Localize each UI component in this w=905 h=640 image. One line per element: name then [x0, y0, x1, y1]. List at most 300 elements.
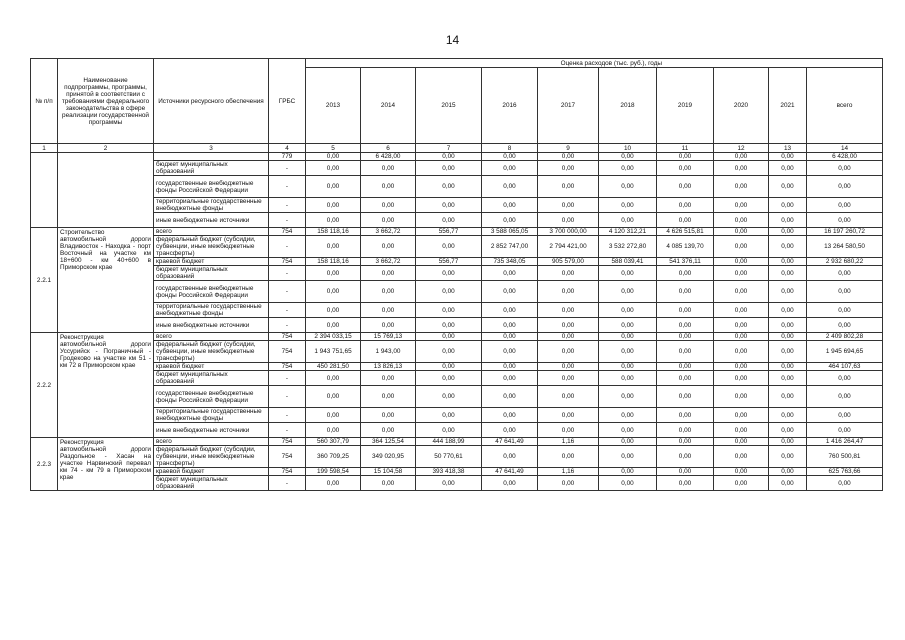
row-number: 2.2.2 [31, 333, 58, 438]
grbs-code: - [269, 161, 306, 176]
value-cell: 450 281,50 [306, 363, 361, 371]
header-year: 2021 [769, 68, 807, 144]
value-cell: 158 118,16 [306, 228, 361, 236]
value-cell: 0,00 [361, 476, 416, 491]
value-cell: 0,00 [416, 333, 482, 341]
value-cell: 0,00 [416, 341, 482, 363]
value-cell: 0,00 [538, 386, 599, 408]
value-cell: 0,00 [416, 476, 482, 491]
table-row [31, 153, 883, 161]
value-cell: 0,00 [361, 213, 416, 228]
table-row [31, 341, 883, 363]
funding-source: краевой бюджет [154, 363, 269, 371]
value-cell: 1 416 264,47 [807, 438, 883, 446]
program-name [58, 153, 154, 228]
value-cell: 13 826,13 [361, 363, 416, 371]
table-row [31, 198, 883, 213]
value-cell: 0,00 [416, 213, 482, 228]
table-row [31, 318, 883, 333]
value-cell: 0,00 [306, 176, 361, 198]
value-cell: 0,00 [657, 318, 714, 333]
value-cell: 0,00 [714, 153, 769, 161]
value-cell: 0,00 [482, 423, 538, 438]
row-number [31, 153, 58, 228]
value-cell: 0,00 [657, 438, 714, 446]
table-row [31, 258, 883, 266]
grbs-code: 754 [269, 446, 306, 468]
column-number: 8 [482, 144, 538, 153]
value-cell: 0,00 [714, 408, 769, 423]
value-cell: 0,00 [538, 153, 599, 161]
value-cell: 0,00 [657, 303, 714, 318]
header-year: 2016 [482, 68, 538, 144]
value-cell: 0,00 [714, 318, 769, 333]
value-cell: 0,00 [599, 446, 657, 468]
value-cell: 0,00 [599, 213, 657, 228]
value-cell: 0,00 [769, 423, 807, 438]
value-cell: 0,00 [769, 468, 807, 476]
funding-source: краевой бюджет [154, 468, 269, 476]
value-cell: 0,00 [769, 303, 807, 318]
value-cell: 0,00 [714, 198, 769, 213]
value-cell: 0,00 [416, 303, 482, 318]
value-cell: 0,00 [599, 341, 657, 363]
value-cell: 0,00 [361, 236, 416, 258]
value-cell: 0,00 [538, 303, 599, 318]
value-cell: 0,00 [538, 408, 599, 423]
value-cell: 0,00 [482, 281, 538, 303]
header-source: Источники ресурсного обеспечения [154, 59, 269, 144]
funding-source: федеральный бюджет (субсидии, субвенции, иные межбюджетные трансферты) [154, 236, 269, 258]
table-row [31, 386, 883, 408]
value-cell: 0,00 [416, 236, 482, 258]
value-cell: 0,00 [306, 371, 361, 386]
value-cell: 2 394 033,15 [306, 333, 361, 341]
grbs-code: 754 [269, 341, 306, 363]
value-cell: 0,00 [769, 341, 807, 363]
program-name: Реконструкция автомобильной дороги Уссурийск - Пограничный - Гродеково на участке км 51 - км 72 в Приморском крае [58, 333, 154, 438]
grbs-code: - [269, 371, 306, 386]
value-cell: 625 763,66 [807, 468, 883, 476]
value-cell: 0,00 [361, 281, 416, 303]
row-number: 2.2.1 [31, 228, 58, 333]
value-cell: 0,00 [657, 341, 714, 363]
value-cell: 0,00 [657, 161, 714, 176]
value-cell: 0,00 [416, 371, 482, 386]
value-cell: 0,00 [306, 386, 361, 408]
funding-source: всего [154, 438, 269, 446]
value-cell: 0,00 [482, 153, 538, 161]
value-cell: 0,00 [769, 153, 807, 161]
value-cell: 1 943 751,65 [306, 341, 361, 363]
value-cell: 0,00 [361, 371, 416, 386]
value-cell: 0,00 [306, 303, 361, 318]
value-cell: 0,00 [538, 371, 599, 386]
value-cell: 0,00 [714, 258, 769, 266]
funding-source: территориальные государственные внебюджетные фонды [154, 408, 269, 423]
value-cell: 0,00 [538, 318, 599, 333]
value-cell: 556,77 [416, 258, 482, 266]
value-cell: 0,00 [769, 438, 807, 446]
grbs-code: - [269, 303, 306, 318]
header-name: Наименование подпрограммы, программы, принятой в соответствии с требованиями федерального законодательства в сфере реализации государственной программы [58, 59, 154, 144]
grbs-code: 754 [269, 228, 306, 236]
value-cell: 0,00 [769, 258, 807, 266]
value-cell: 4 085 139,70 [657, 236, 714, 258]
value-cell: 0,00 [657, 333, 714, 341]
value-cell: 0,00 [714, 176, 769, 198]
value-cell: 0,00 [769, 363, 807, 371]
table-row [31, 408, 883, 423]
value-cell: 1 943,00 [361, 341, 416, 363]
header-year: 2013 [306, 68, 361, 144]
value-cell: 0,00 [599, 198, 657, 213]
value-cell: 905 579,00 [538, 258, 599, 266]
value-cell: 0,00 [538, 266, 599, 281]
value-cell: 0,00 [769, 228, 807, 236]
value-cell: 0,00 [416, 318, 482, 333]
value-cell: 3 700 000,00 [538, 228, 599, 236]
value-cell: 3 588 065,05 [482, 228, 538, 236]
column-number: 13 [769, 144, 807, 153]
table-row [31, 423, 883, 438]
value-cell: 0,00 [538, 363, 599, 371]
value-cell: 560 307,79 [306, 438, 361, 446]
column-number: 3 [154, 144, 269, 153]
column-number: 1 [31, 144, 58, 153]
value-cell: 0,00 [482, 386, 538, 408]
value-cell: 0,00 [482, 161, 538, 176]
funding-source: бюджет муниципальных образований [154, 476, 269, 491]
value-cell: 0,00 [599, 423, 657, 438]
value-cell: 0,00 [657, 153, 714, 161]
row-number: 2.2.3 [31, 438, 58, 491]
value-cell: 0,00 [714, 341, 769, 363]
value-cell: 2 852 747,00 [482, 236, 538, 258]
value-cell: 158 118,16 [306, 258, 361, 266]
table-row [31, 228, 883, 236]
value-cell: 0,00 [714, 228, 769, 236]
column-number: 9 [538, 144, 599, 153]
grbs-code: 754 [269, 258, 306, 266]
funding-source: краевой бюджет [154, 258, 269, 266]
column-number-row [31, 144, 883, 153]
value-cell: 1 945 694,65 [807, 341, 883, 363]
column-number: 14 [807, 144, 883, 153]
value-cell: 0,00 [769, 333, 807, 341]
value-cell: 0,00 [769, 176, 807, 198]
program-name: Реконструкция автомобильной дороги Раздольное - Хасан на участке Нарвинский перевал км 74 - км 79 в Приморском крае [58, 438, 154, 491]
value-cell: 0,00 [599, 363, 657, 371]
table-row [31, 371, 883, 386]
value-cell: 0,00 [807, 176, 883, 198]
table-row [31, 213, 883, 228]
value-cell: 0,00 [807, 476, 883, 491]
value-cell: 349 020,95 [361, 446, 416, 468]
value-cell: 0,00 [769, 476, 807, 491]
value-cell: 0,00 [361, 408, 416, 423]
value-cell: 0,00 [599, 303, 657, 318]
funding-source: государственные внебюджетные фонды Российской Федерации [154, 281, 269, 303]
value-cell: 735 348,05 [482, 258, 538, 266]
value-cell: 0,00 [599, 438, 657, 446]
value-cell: 0,00 [599, 408, 657, 423]
program-name: Строительство автомобильной дороги Владивосток - Находка - порт Восточный на участке км 18+600 - км 40+600 в Приморском крае [58, 228, 154, 333]
column-number: 7 [416, 144, 482, 153]
table-row [31, 438, 883, 446]
header-year: 2019 [657, 68, 714, 144]
value-cell: 0,00 [714, 446, 769, 468]
value-cell: 0,00 [807, 213, 883, 228]
header-row-caption [31, 59, 883, 68]
value-cell: 13 264 580,50 [807, 236, 883, 258]
header-year: всего [807, 68, 883, 144]
value-cell: 0,00 [306, 213, 361, 228]
value-cell: 0,00 [714, 213, 769, 228]
value-cell: 0,00 [599, 468, 657, 476]
value-cell: 0,00 [657, 476, 714, 491]
value-cell: 0,00 [482, 266, 538, 281]
value-cell: 0,00 [807, 408, 883, 423]
grbs-code: - [269, 176, 306, 198]
value-cell: 0,00 [361, 161, 416, 176]
value-cell: 0,00 [538, 213, 599, 228]
value-cell: 0,00 [657, 266, 714, 281]
value-cell: 0,00 [416, 423, 482, 438]
value-cell: 0,00 [599, 161, 657, 176]
value-cell: 0,00 [538, 176, 599, 198]
value-cell: 0,00 [769, 161, 807, 176]
column-number: 12 [714, 144, 769, 153]
value-cell: 199 598,54 [306, 468, 361, 476]
value-cell: 556,77 [416, 228, 482, 236]
value-cell: 0,00 [769, 198, 807, 213]
funding-source: всего [154, 333, 269, 341]
value-cell: 0,00 [599, 153, 657, 161]
value-cell: 0,00 [657, 423, 714, 438]
value-cell: 0,00 [482, 371, 538, 386]
funding-source [154, 153, 269, 161]
value-cell: 0,00 [714, 281, 769, 303]
value-cell: 0,00 [306, 153, 361, 161]
value-cell: 0,00 [657, 198, 714, 213]
value-cell: 15 104,58 [361, 468, 416, 476]
table-row [31, 468, 883, 476]
table-row [31, 446, 883, 468]
value-cell: 0,00 [714, 386, 769, 408]
value-cell: 0,00 [361, 318, 416, 333]
table-row [31, 476, 883, 491]
table-row [31, 333, 883, 341]
value-cell: 0,00 [807, 318, 883, 333]
value-cell: 0,00 [416, 266, 482, 281]
value-cell: 0,00 [416, 363, 482, 371]
value-cell: 0,00 [482, 318, 538, 333]
value-cell: 0,00 [807, 281, 883, 303]
value-cell: 0,00 [769, 318, 807, 333]
table-row [31, 303, 883, 318]
value-cell: 0,00 [306, 266, 361, 281]
value-cell: 0,00 [714, 333, 769, 341]
value-cell: 0,00 [416, 386, 482, 408]
value-cell: 0,00 [482, 176, 538, 198]
grbs-code: - [269, 476, 306, 491]
funding-source: федеральный бюджет (субсидии, субвенции, иные межбюджетные трансферты) [154, 446, 269, 468]
funding-source: территориальные государственные внебюджетные фонды [154, 198, 269, 213]
value-cell: 2 409 802,28 [807, 333, 883, 341]
value-cell: 0,00 [416, 408, 482, 423]
value-cell: 0,00 [657, 446, 714, 468]
value-cell: 0,00 [361, 198, 416, 213]
value-cell: 0,00 [306, 318, 361, 333]
value-cell: 0,00 [482, 446, 538, 468]
value-cell: 0,00 [807, 161, 883, 176]
funding-source: бюджет муниципальных образований [154, 266, 269, 281]
value-cell: 0,00 [361, 386, 416, 408]
value-cell: 541 376,11 [657, 258, 714, 266]
column-number: 5 [306, 144, 361, 153]
value-cell: 0,00 [599, 371, 657, 386]
value-cell: 0,00 [306, 236, 361, 258]
grbs-code: - [269, 423, 306, 438]
funding-source: бюджет муниципальных образований [154, 371, 269, 386]
value-cell: 0,00 [361, 303, 416, 318]
value-cell: 0,00 [714, 161, 769, 176]
grbs-code: 754 [269, 363, 306, 371]
table-row [31, 176, 883, 198]
value-cell: 0,00 [769, 371, 807, 386]
value-cell: 464 107,63 [807, 363, 883, 371]
value-cell: 4 626 515,81 [657, 228, 714, 236]
value-cell: 0,00 [306, 423, 361, 438]
value-cell: 0,00 [306, 408, 361, 423]
value-cell: 0,00 [416, 198, 482, 213]
grbs-code: 754 [269, 468, 306, 476]
value-cell: 0,00 [482, 341, 538, 363]
table-row [31, 266, 883, 281]
value-cell: 15 769,13 [361, 333, 416, 341]
value-cell: 364 125,54 [361, 438, 416, 446]
value-cell: 0,00 [416, 153, 482, 161]
budget-table [30, 58, 883, 491]
header-grbs: ГРБС [269, 59, 306, 144]
value-cell: 0,00 [769, 213, 807, 228]
value-cell: 0,00 [306, 198, 361, 213]
value-cell: 0,00 [361, 176, 416, 198]
header-year: 2018 [599, 68, 657, 144]
value-cell: 0,00 [657, 176, 714, 198]
value-cell: 2 932 680,22 [807, 258, 883, 266]
value-cell: 6 428,00 [807, 153, 883, 161]
value-cell: 0,00 [714, 266, 769, 281]
header-estimate-caption: Оценка расходов (тыс. руб.), годы [306, 59, 883, 68]
value-cell: 0,00 [416, 176, 482, 198]
value-cell: 0,00 [714, 303, 769, 318]
value-cell: 0,00 [538, 423, 599, 438]
value-cell: 0,00 [538, 476, 599, 491]
value-cell: 0,00 [482, 213, 538, 228]
value-cell: 1,16 [538, 468, 599, 476]
funding-source: иные внебюджетные источники [154, 318, 269, 333]
value-cell: 0,00 [657, 213, 714, 228]
funding-source: федеральный бюджет (субсидии, субвенции, иные межбюджетные трансферты) [154, 341, 269, 363]
value-cell: 3 662,72 [361, 228, 416, 236]
value-cell: 0,00 [416, 161, 482, 176]
page-number: 14 [445, 33, 460, 47]
value-cell: 0,00 [769, 266, 807, 281]
value-cell: 0,00 [538, 341, 599, 363]
value-cell: 0,00 [769, 281, 807, 303]
value-cell: 0,00 [657, 281, 714, 303]
value-cell: 0,00 [769, 446, 807, 468]
value-cell: 0,00 [714, 468, 769, 476]
column-number: 4 [269, 144, 306, 153]
grbs-code: - [269, 386, 306, 408]
value-cell: 393 418,38 [416, 468, 482, 476]
value-cell: 47 641,49 [482, 438, 538, 446]
header-number: № п/п [31, 59, 58, 144]
funding-source: бюджет муниципальных образований [154, 161, 269, 176]
value-cell: 0,00 [807, 198, 883, 213]
grbs-code: - [269, 236, 306, 258]
value-cell: 0,00 [714, 236, 769, 258]
header-year: 2014 [361, 68, 416, 144]
value-cell: 0,00 [714, 476, 769, 491]
value-cell: 0,00 [807, 371, 883, 386]
column-number: 2 [58, 144, 154, 153]
value-cell: 3 532 272,80 [599, 236, 657, 258]
grbs-code: - [269, 213, 306, 228]
value-cell: 0,00 [538, 446, 599, 468]
value-cell: 0,00 [482, 408, 538, 423]
value-cell: 0,00 [807, 266, 883, 281]
value-cell: 0,00 [657, 371, 714, 386]
value-cell: 0,00 [714, 371, 769, 386]
table-row [31, 281, 883, 303]
grbs-code: 754 [269, 438, 306, 446]
value-cell: 0,00 [769, 408, 807, 423]
value-cell: 0,00 [306, 476, 361, 491]
funding-source: государственные внебюджетные фонды Российской Федерации [154, 386, 269, 408]
value-cell: 2 794 421,00 [538, 236, 599, 258]
value-cell: 4 120 312,21 [599, 228, 657, 236]
value-cell: 16 197 260,72 [807, 228, 883, 236]
value-cell: 0,00 [657, 363, 714, 371]
value-cell: 0,00 [416, 281, 482, 303]
value-cell: 0,00 [482, 476, 538, 491]
value-cell: 0,00 [538, 161, 599, 176]
table-row [31, 236, 883, 258]
value-cell: 760 500,81 [807, 446, 883, 468]
value-cell: 0,00 [599, 476, 657, 491]
value-cell: 0,00 [657, 386, 714, 408]
value-cell: 0,00 [769, 236, 807, 258]
value-cell: 0,00 [807, 386, 883, 408]
value-cell: 0,00 [306, 281, 361, 303]
value-cell: 0,00 [538, 281, 599, 303]
value-cell: 0,00 [538, 333, 599, 341]
value-cell: 0,00 [361, 423, 416, 438]
value-cell: 0,00 [599, 386, 657, 408]
column-number: 6 [361, 144, 416, 153]
value-cell: 0,00 [714, 423, 769, 438]
value-cell: 588 039,41 [599, 258, 657, 266]
funding-source: территориальные государственные внебюджетные фонды [154, 303, 269, 318]
grbs-code: - [269, 198, 306, 213]
value-cell: 0,00 [807, 303, 883, 318]
grbs-code: 754 [269, 333, 306, 341]
value-cell: 0,00 [657, 408, 714, 423]
